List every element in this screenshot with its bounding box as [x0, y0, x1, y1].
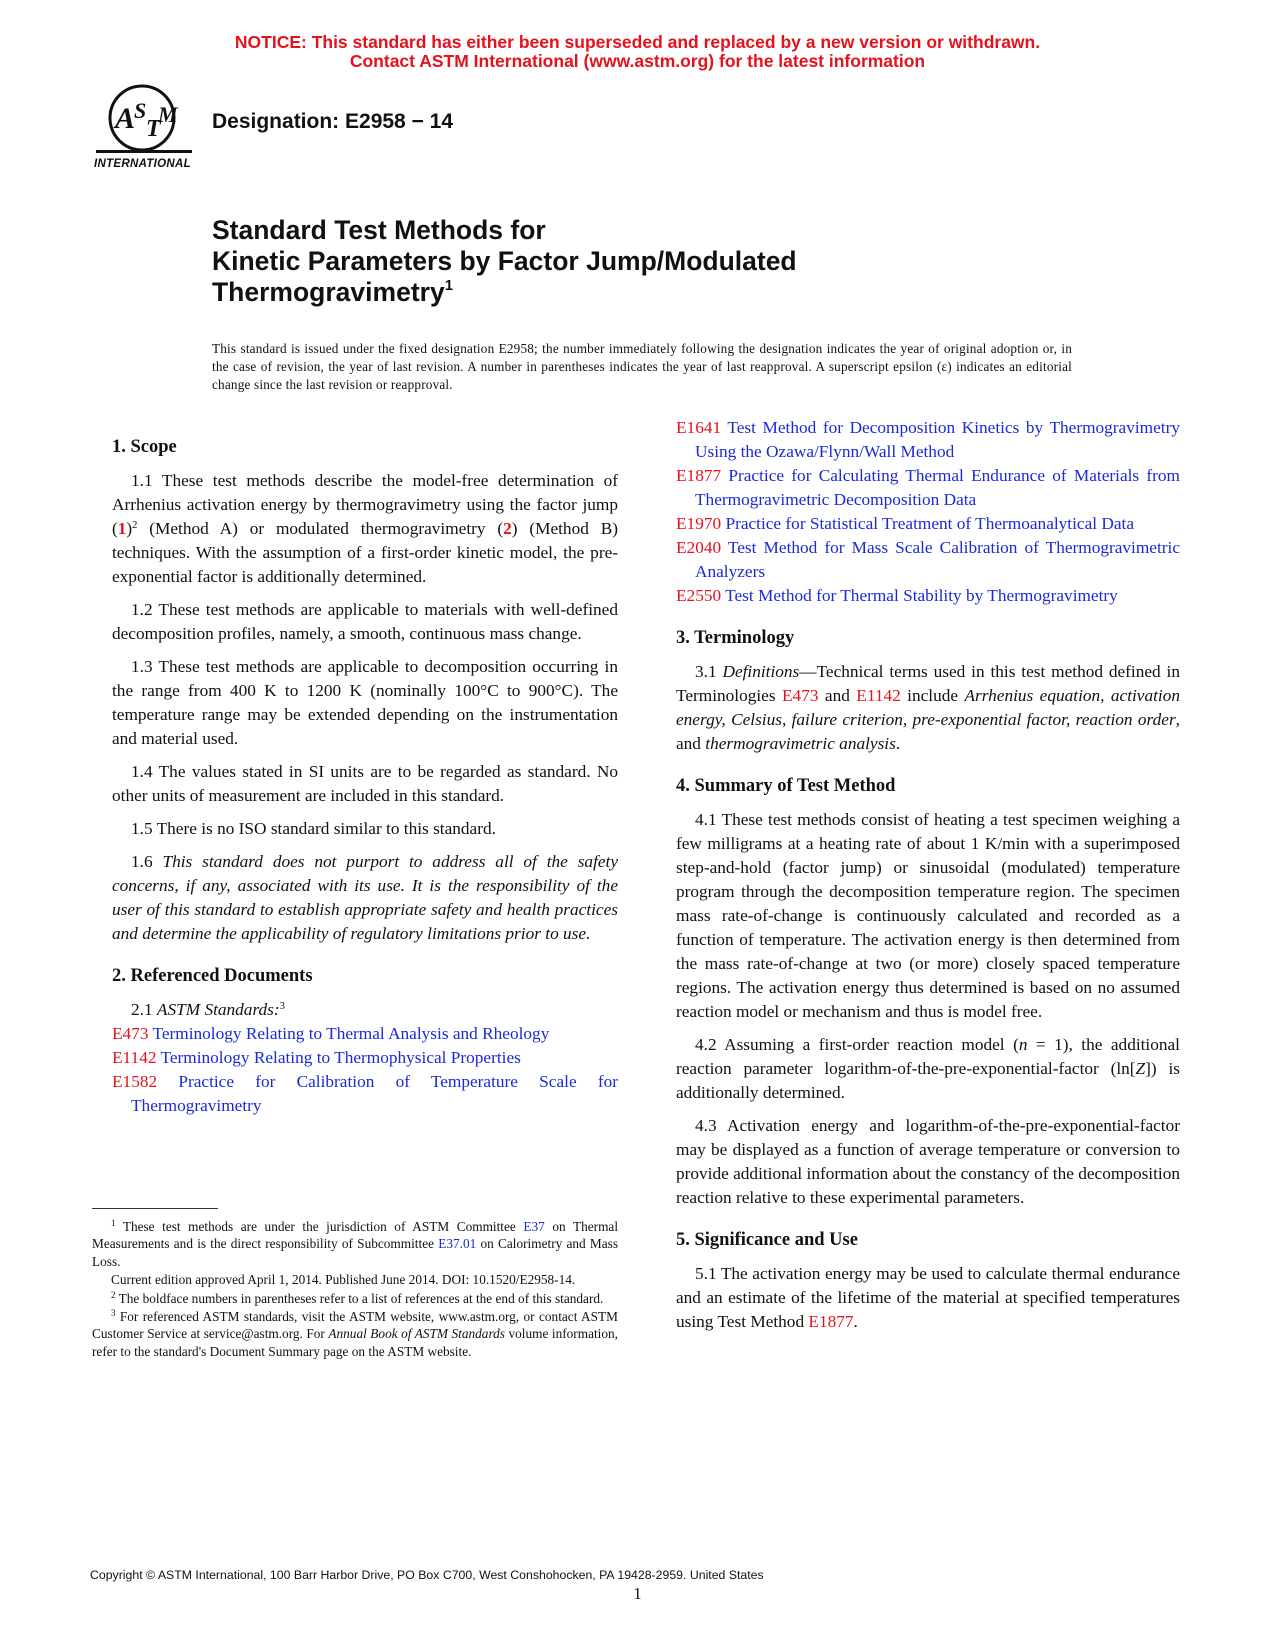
reference-item[interactable] — [676, 464, 1180, 512]
committee-link[interactable]: E37 — [523, 1219, 545, 1234]
notice-banner — [0, 33, 1275, 71]
scope-1-6: 1.6 This standard does not purport to address all of the safety concerns, if any, associated with its use. It is the responsibility of the user of this standard to establish appropriate safety and health practices and determine the applicability of regulatory limitations prior to use. — [112, 852, 619, 943]
footnote-2: $^2$ The boldface numbers in parentheses refer to a list of references at the end of this standard. — [111, 1289, 604, 1306]
copyright: Copyright © ASTM International, 100 Barr Harbor Drive, PO Box C700, West Conshohocken, PA 19428-2959. United States — [90, 1568, 764, 1582]
section-scope-heading: 1. Scope — [112, 437, 177, 457]
summary-4-1: 4.1 These test methods consist of heating a test specimen weighing a few milligrams at a heating rate of about 1 K/min with a superimposed step-and-hold (factor jump) or sinusoidal (modulated) temperature program through the decomposition temperature region. The specimen mass rate-of-change is continuously calculated and recorded as a function of temperature. The activation energy is then determined from the mass rate-of-change at two (or more) closely spaced temperature regions. The activation energy thus determined is based on no assumed reaction model or mechanism and thus is model free. — [676, 810, 1180, 1021]
reference-item[interactable] — [676, 416, 1180, 464]
reference-code[interactable]: E2040 — [676, 538, 722, 557]
summary-4-2: 4.2 Assuming a first-order reaction model (n = 1), the additional reaction parameter logarithm-of-the-pre-exponential-factor (ln[Z]) is additionally determined. — [676, 1035, 1180, 1102]
svg-text:A: A — [115, 102, 136, 135]
reference-title[interactable]: Terminology Relating to Thermal Analysis and Rheology — [152, 1024, 550, 1043]
reference-code[interactable]: E1582 — [112, 1072, 158, 1091]
reference-title[interactable]: Practice for Calculating Thermal Endurance of Materials from Thermogravimetric Decomposition Data — [695, 466, 1181, 509]
svg-text:S: S — [134, 98, 147, 123]
page-number: 1 — [633, 1584, 642, 1603]
reference-item[interactable] — [112, 1046, 618, 1070]
footnote-mark-2: 2 — [132, 520, 138, 531]
footnotes — [92, 1218, 618, 1361]
significance-link-e1877[interactable]: E1877 — [808, 1312, 854, 1331]
section-referenced-heading: 2. Referenced Documents — [112, 966, 313, 986]
reference-link-2[interactable]: 2 — [503, 519, 512, 538]
section-summary-heading: 4. Summary of Test Method — [676, 776, 896, 796]
reference-title[interactable]: Test Method for Mass Scale Calibration of Thermogravimetric Analyzers — [695, 538, 1181, 581]
footnote-divider — [92, 1208, 218, 1209]
reference-item[interactable] — [676, 584, 1180, 608]
terminology-link-e473[interactable]: E473 — [782, 686, 819, 705]
scope-1-5: 1.5 There is no ISO standard similar to this standard. — [131, 819, 496, 838]
reference-code[interactable]: E2550 — [676, 586, 722, 605]
terminology-link-e1142[interactable]: E1142 — [856, 686, 901, 705]
right-column — [676, 416, 1180, 1343]
reference-title[interactable]: Practice for Calibration of Temperature Scale for Thermogravimetry — [131, 1072, 618, 1115]
title-line-1: Standard Test Methods for — [212, 215, 546, 245]
reference-link-1[interactable]: 1 — [117, 519, 127, 538]
svg-text:T: T — [146, 116, 161, 142]
footnote-3: $^3$ For referenced ASTM standards, visit the ASTM website, www.astm.org, or contact ASTM Customer Service at service@astm.org. For Annual Book of ASTM Standards volume information, refer to the standard's Document Summary page on the ASTM website. — [92, 1308, 618, 1359]
scope-1-3: 1.3 These test methods are applicable to decomposition occurring in the range from 400 K to 1200 K (nominally 100°C to 900°C). The temperature range may be extended depending on the instrumentation and material used. — [112, 657, 618, 748]
section-terminology-heading: 3. Terminology — [676, 628, 795, 648]
footnote-1: $^1$ These test methods are under the jurisdiction of ASTM Committee E37 on Thermal Measurements and is the direct responsibility of Subcommittee E37.01 on Calorimetry and Mass Loss. — [92, 1218, 619, 1269]
scope-1-1: 1.1 These test methods describe the model-free determination of Arrhenius activation energy by thermogravimetry using the factor jump $(1)^2$ (Method A) or modulated thermogravimetry (2) (Method B) techniques. With the assumption of a first-order kinetic model, the pre-exponential factor is additionally determined. — [112, 471, 618, 586]
terminology-3-1: 3.1 Definitions—Technical terms used in this test method defined in Terminologies E473 and E1142 include Arrhenius equation, activation energy, Celsius, failure criterion, pre-exponential factor, reaction order, and thermogravimetric analysis. — [676, 662, 1180, 753]
designation: Designation: E2958 − 14 — [212, 110, 454, 133]
footnote-mark-3: 3 — [279, 1001, 285, 1012]
section-significance-heading: 5. Significance and Use — [676, 1230, 858, 1250]
title-footnote-mark: 1 — [444, 277, 454, 294]
reference-item[interactable] — [676, 512, 1180, 536]
reference-code[interactable]: E1877 — [676, 466, 722, 485]
reference-title[interactable]: Test Method for Decomposition Kinetics by Thermogravimetry Using the Ozawa/Flynn/Wall Method — [695, 418, 1180, 461]
astm-logo-icon — [90, 84, 196, 174]
reference-item[interactable] — [112, 1022, 618, 1046]
title-line-2: Kinetic Parameters by Factor Jump/Modulated — [212, 246, 797, 276]
significance-5-1: 5.1 The activation energy may be used to calculate thermal endurance and an estimate of the lifetime of the material at specified temperatures using Test Method E1877. — [676, 1264, 1180, 1331]
reference-code[interactable]: E473 — [112, 1024, 149, 1043]
reference-code[interactable]: E1142 — [112, 1048, 157, 1067]
notice-line-2: Contact ASTM International (www.astm.org) for the latest information — [349, 51, 926, 71]
referenced-intro: 2.1 ASTM Standards:$^3$ — [131, 1000, 285, 1019]
footnote-edition: Current edition approved April 1, 2014. Published June 2014. DOI: 10.1520/E2958-14. — [111, 1272, 576, 1288]
reference-title[interactable]: Test Method for Thermal Stability by Thermogravimetry — [725, 586, 1118, 605]
summary-4-3: 4.3 Activation energy and logarithm-of-the-pre-exponential-factor may be displayed as a function of average temperature or conversion to provide additional information about the constancy of the decomposition reaction relative to these experimental parameters. — [676, 1116, 1180, 1207]
document-title — [212, 215, 797, 308]
svg-text:M: M — [158, 102, 178, 127]
scope-1-4: 1.4 The values stated in SI units are to be regarded as standard. No other units of measurement are included in this standard. — [112, 762, 618, 805]
subcommittee-link[interactable]: E37.01 — [438, 1236, 477, 1252]
issued-note: This standard is issued under the fixed designation E2958; the number immediately following the designation indicates the year of original adoption or, in the case of revision, the year of last revision. A number in parentheses indicates the year of last reapproval. A superscript epsilon (ε) indicates an editorial change since the last revision or reapproval. — [212, 341, 1072, 392]
scope-1-2: 1.2 These test methods are applicable to materials with well-defined decomposition profiles, namely, a smooth, continuous mass change. — [112, 600, 618, 643]
reference-item[interactable] — [112, 1070, 618, 1118]
reference-code[interactable]: E1970 — [676, 514, 722, 533]
left-column — [112, 435, 618, 1118]
logo-text: INTERNATIONAL — [94, 158, 191, 170]
notice-line-1: NOTICE: This standard has either been superseded and replaced by a new version or withdrawn. — [234, 32, 1041, 52]
reference-title[interactable]: Terminology Relating to Thermophysical Properties — [160, 1048, 521, 1067]
reference-item[interactable] — [676, 536, 1180, 584]
reference-title[interactable]: Practice for Statistical Treatment of Thermoanalytical Data — [725, 514, 1134, 533]
title-line-3: Thermogravimetry — [212, 277, 445, 307]
reference-code[interactable]: E1641 — [676, 418, 722, 437]
